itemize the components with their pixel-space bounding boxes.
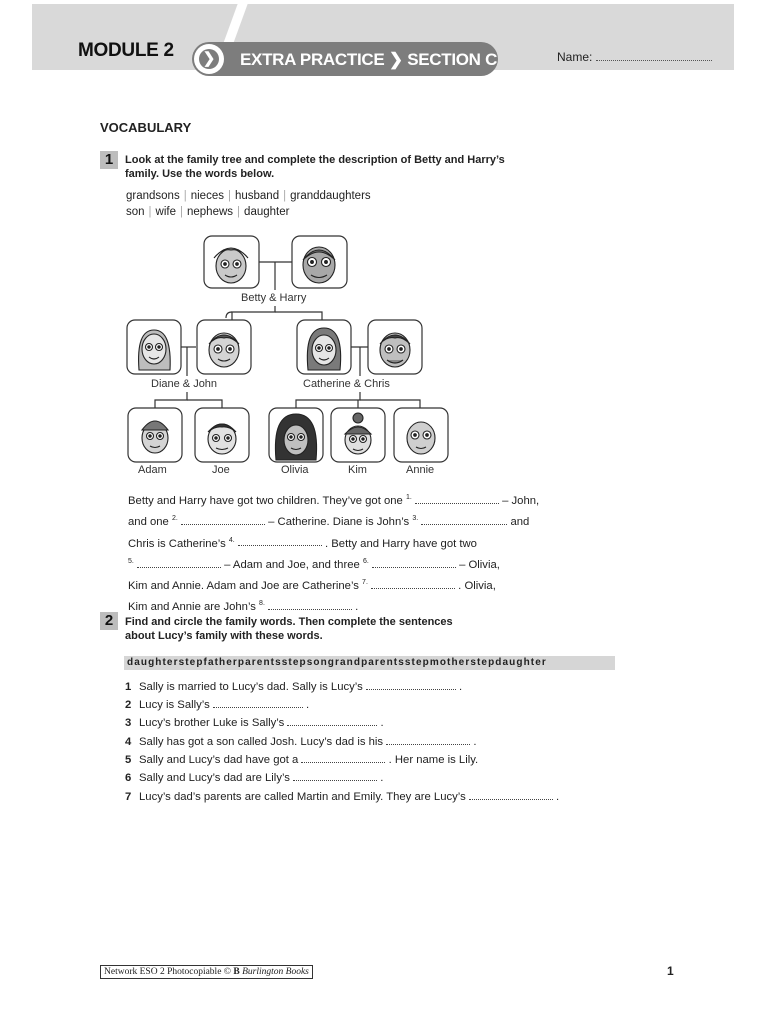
answer-blank[interactable] bbox=[268, 599, 352, 610]
child-label: Adam bbox=[138, 464, 167, 476]
section-heading: VOCABULARY bbox=[100, 120, 192, 135]
exercise-1-text bbox=[128, 489, 568, 617]
page-number: 1 bbox=[667, 964, 674, 978]
module-title: MODULE 2 bbox=[78, 40, 174, 61]
word: nieces bbox=[190, 190, 224, 202]
instruction-line: Look at the family tree and complete the description of Betty and Harry’s bbox=[125, 154, 505, 166]
answer-blank[interactable] bbox=[421, 514, 507, 525]
text-line: $^{5.}$ – Adam and Joe, and three $^{6.}$ – Olivia, bbox=[128, 557, 500, 571]
family-tree bbox=[0, 0, 768, 480]
answer-blank[interactable] bbox=[386, 734, 470, 745]
exercise-1-number: 1 bbox=[100, 151, 118, 169]
text-line: Kim and Annie. Adam and Joe are Catherine’s $^{7.}$ . Olivia, bbox=[128, 579, 496, 592]
word-row: grandsons | nieces | husband | granddaughters bbox=[126, 190, 371, 202]
name-label: Name: bbox=[557, 50, 593, 64]
section-title: EXTRA PRACTICE ❯ SECTION C bbox=[240, 50, 498, 69]
sentence-item: 7 Lucy’s dad’s parents are called Martin and Emily. They are Lucy’s . bbox=[125, 791, 560, 803]
exercise-2-number: 2 bbox=[100, 612, 118, 630]
word-search-strip[interactable]: daughterstepfatherparentsstepsongrandparentsstepmotherstepdaughter bbox=[124, 656, 615, 670]
grandparents-label: Betty & Harry bbox=[241, 292, 307, 304]
footer-credit bbox=[100, 965, 313, 979]
answer-blank[interactable] bbox=[181, 514, 265, 525]
text-line: Chris is Catherine’s $^{4.}$ . Betty and Harry have got two bbox=[128, 536, 477, 550]
child-label: Annie bbox=[406, 464, 435, 476]
answer-blank[interactable] bbox=[301, 752, 385, 763]
child-label: Olivia bbox=[281, 464, 309, 476]
answer-blank[interactable] bbox=[238, 535, 322, 546]
word: wife bbox=[155, 206, 176, 218]
sentence-item: 3 Lucy’s brother Luke is Sally’s . bbox=[125, 717, 384, 729]
word: granddaughters bbox=[290, 190, 371, 202]
word: daughter bbox=[244, 206, 290, 218]
sentence-item: 4 Sally has got a son called Josh. Lucy’s dad is his . bbox=[125, 736, 477, 748]
answer-blank[interactable] bbox=[293, 770, 377, 781]
word: husband bbox=[234, 190, 280, 202]
text-line: Kim and Annie are John’s $^{8.}$ . bbox=[128, 600, 359, 614]
answer-blank[interactable] bbox=[415, 493, 499, 504]
sentence-item: 1 Sally is married to Lucy’s dad. Sally is Lucy’s . bbox=[125, 681, 463, 693]
instruction-line: Find and circle the family words. Then complete the sentences bbox=[125, 616, 453, 628]
sentence-item: 5 Sally and Lucy’s dad have got a . Her name is Lily. bbox=[125, 754, 479, 766]
publisher-logo: B bbox=[233, 967, 240, 977]
instruction-line: about Lucy’s family with these words. bbox=[125, 630, 323, 642]
word: grandsons bbox=[126, 190, 180, 202]
answer-blank[interactable] bbox=[137, 557, 221, 568]
child-label: Joe bbox=[212, 464, 230, 476]
text-line: Betty and Harry have got two children. They’ve got one $^{1.}$ – John, bbox=[128, 494, 540, 507]
word-row: son | wife | nephews | daughter bbox=[126, 206, 290, 218]
couple-label: Catherine & Chris bbox=[303, 378, 390, 390]
answer-blank[interactable] bbox=[287, 715, 377, 726]
text-line: and one $^{2.}$ – Catherine. Diane is John’s $^{3.}$ and bbox=[128, 515, 530, 529]
answer-blank[interactable] bbox=[372, 557, 456, 568]
publisher-name: Burlington Books bbox=[242, 967, 309, 977]
footer-text: Network ESO 2 Photocopiable © bbox=[104, 967, 234, 977]
chevron-right-icon: ❯ bbox=[199, 49, 219, 69]
word: son bbox=[126, 206, 145, 218]
answer-blank[interactable] bbox=[469, 789, 553, 800]
child-label: Kim bbox=[348, 464, 367, 476]
instruction-line: family. Use the words below. bbox=[125, 168, 275, 180]
sentence-item: 2 Lucy is Sally’s . bbox=[125, 699, 310, 711]
answer-blank[interactable] bbox=[366, 679, 456, 690]
couple-label: Diane & John bbox=[151, 378, 218, 390]
exercise-2-instruction bbox=[125, 615, 453, 643]
answer-blank[interactable] bbox=[213, 697, 303, 708]
sentence-item: 6 Sally and Lucy’s dad are Lily’s . bbox=[125, 772, 384, 784]
answer-blank[interactable] bbox=[371, 578, 455, 589]
word: nephews bbox=[187, 206, 234, 218]
